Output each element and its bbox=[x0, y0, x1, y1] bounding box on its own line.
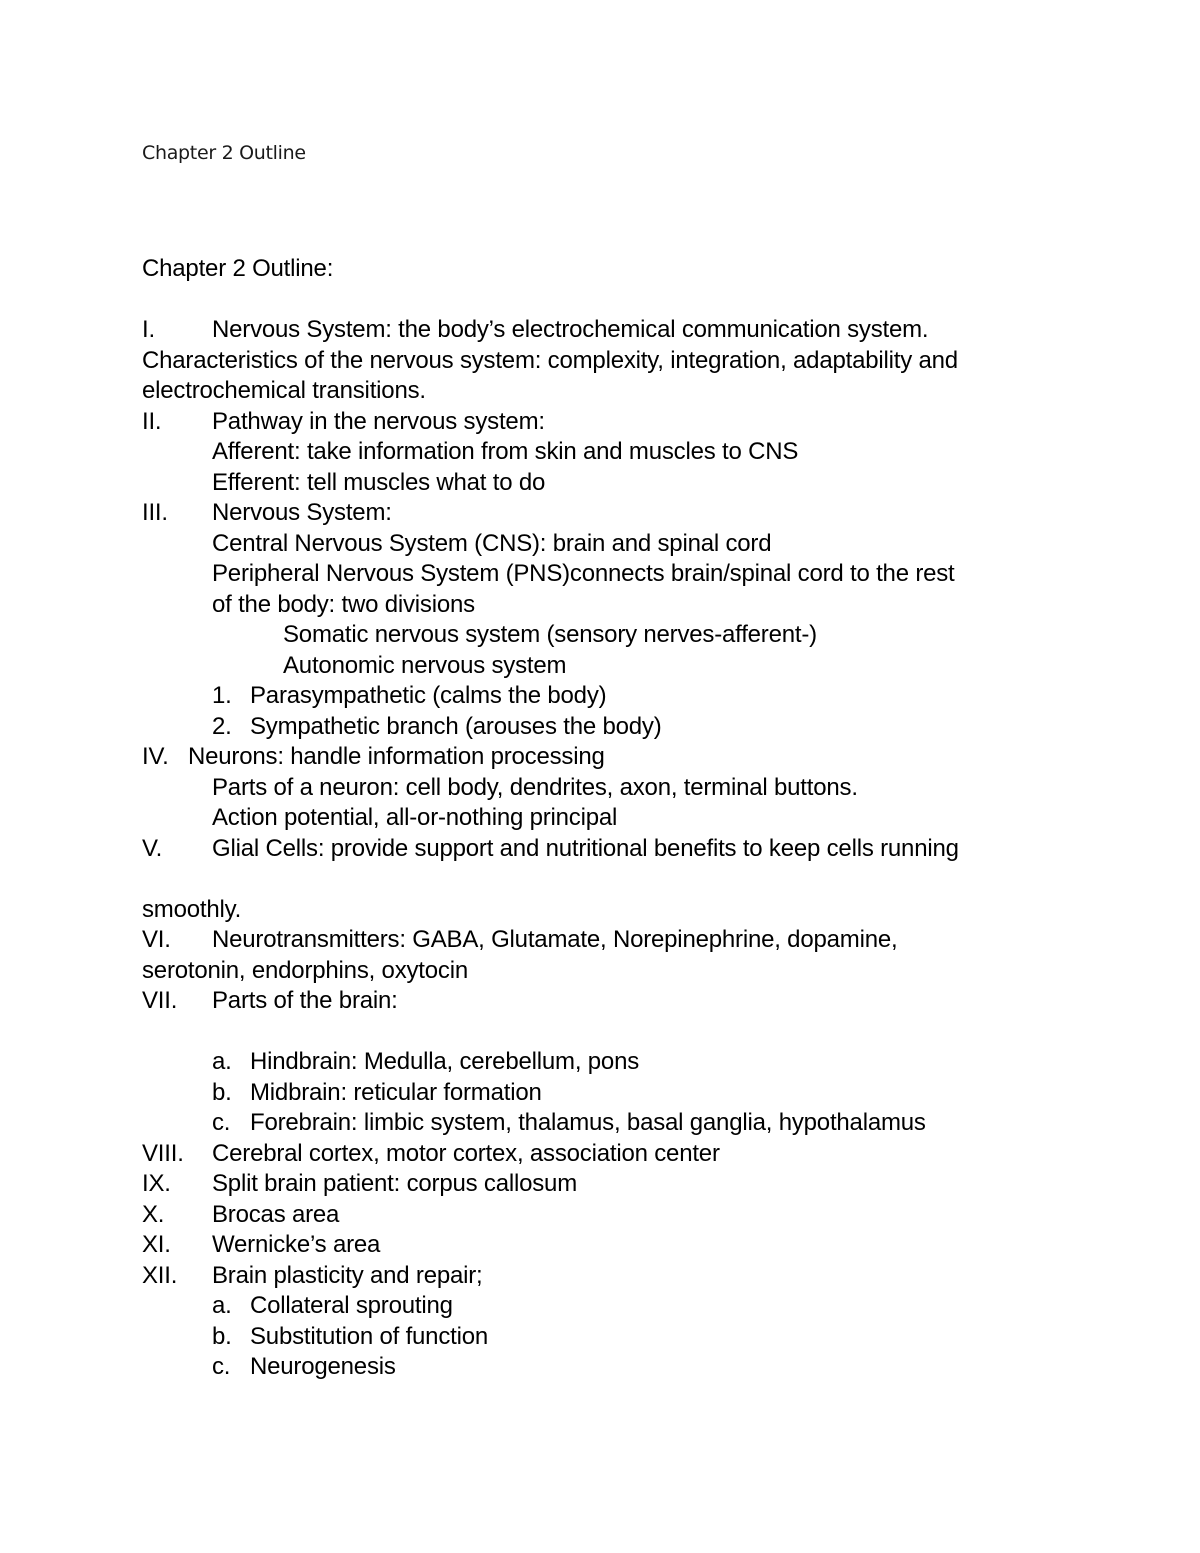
section-5-continuation: smoothly. bbox=[142, 895, 242, 923]
section-title: Brain plasticity and repair; bbox=[212, 1261, 483, 1289]
item-marker: b. bbox=[212, 1322, 232, 1350]
list-item: Afferent: take information from skin and muscles to CNS bbox=[212, 438, 799, 465]
section-number: XI. bbox=[142, 1231, 171, 1258]
item-marker: 2. bbox=[212, 712, 232, 740]
section-title: Nervous System: the body’s electrochemical communication system. bbox=[212, 316, 929, 343]
section-number: VIII. bbox=[142, 1139, 184, 1167]
lettered-item bbox=[142, 1047, 1142, 1078]
lettered-item bbox=[142, 1291, 1142, 1322]
section-6-continuation: serotonin, endorphins, oxytocin bbox=[142, 956, 469, 984]
section-title: Cerebral cortex, motor cortex, association center bbox=[212, 1139, 720, 1167]
section-title: Parts of the brain: bbox=[212, 987, 398, 1014]
section-3 bbox=[142, 498, 1142, 529]
lettered-item bbox=[142, 1352, 1142, 1383]
section-9 bbox=[142, 1169, 1142, 1200]
page-header-title: Chapter 2 Outline bbox=[142, 142, 306, 164]
lettered-item bbox=[142, 1108, 1142, 1139]
item-text: Neurogenesis bbox=[250, 1353, 396, 1380]
section-8 bbox=[142, 1139, 1142, 1170]
section-title: Brocas area bbox=[212, 1200, 340, 1228]
item-marker: b. bbox=[212, 1078, 232, 1106]
list-item: Autonomic nervous system bbox=[283, 651, 567, 679]
list-item-continuation: of the body: two divisions bbox=[212, 590, 475, 618]
lettered-item bbox=[142, 1322, 1142, 1353]
section-6 bbox=[142, 925, 1142, 956]
section-title: Pathway in the nervous system: bbox=[212, 407, 545, 435]
item-marker: c. bbox=[212, 1109, 231, 1136]
item-text: Forebrain: limbic system, thalamus, basal ganglia, hypothalamus bbox=[250, 1109, 926, 1136]
section-title: Split brain patient: corpus callosum bbox=[212, 1170, 577, 1197]
list-item: Parts of a neuron: cell body, dendrites, axon, terminal buttons. bbox=[212, 773, 858, 801]
list-item: Efferent: tell muscles what to do bbox=[212, 468, 546, 496]
section-1-continuation: Characteristics of the nervous system: complexity, integration, adaptability and bbox=[142, 346, 958, 374]
section-title: Neurotransmitters: GABA, Glutamate, Norepinephrine, dopamine, bbox=[212, 926, 898, 953]
section-number: X. bbox=[142, 1200, 165, 1228]
list-item: Peripheral Nervous System (PNS)connects brain/spinal cord to the rest bbox=[212, 560, 955, 587]
item-text: Hindbrain: Medulla, cerebellum, pons bbox=[250, 1048, 640, 1075]
section-title: Wernicke’s area bbox=[212, 1231, 381, 1258]
section-2 bbox=[142, 407, 1142, 438]
section-12 bbox=[142, 1261, 1142, 1292]
item-marker: c. bbox=[212, 1353, 231, 1380]
section-7 bbox=[142, 986, 1142, 1017]
item-marker: a. bbox=[212, 1048, 232, 1075]
section-11 bbox=[142, 1230, 1142, 1261]
numbered-item bbox=[142, 712, 1142, 743]
list-item: Somatic nervous system (sensory nerves-afferent-) bbox=[283, 621, 817, 648]
section-title: Nervous System: bbox=[212, 499, 392, 526]
section-1-continuation: electrochemical transitions. bbox=[142, 377, 426, 404]
numbered-item bbox=[142, 681, 1142, 712]
item-text: Substitution of function bbox=[250, 1322, 489, 1350]
item-text: Midbrain: reticular formation bbox=[250, 1078, 542, 1106]
blank-line bbox=[142, 864, 1142, 895]
section-1 bbox=[142, 315, 1142, 346]
item-text: Sympathetic branch (arouses the body) bbox=[250, 712, 662, 740]
blank-line bbox=[142, 285, 1142, 316]
outline-document bbox=[142, 254, 1142, 1383]
section-4 bbox=[142, 742, 1142, 773]
section-title: Glial Cells: provide support and nutritional benefits to keep cells running bbox=[212, 834, 959, 862]
outline-heading: Chapter 2 Outline: bbox=[142, 255, 334, 282]
section-number: V. bbox=[142, 834, 163, 862]
item-text: Collateral sprouting bbox=[250, 1292, 453, 1319]
section-title: Neurons: handle information processing bbox=[188, 743, 605, 770]
section-number: XII. bbox=[142, 1261, 178, 1289]
item-text: Parasympathetic (calms the body) bbox=[250, 682, 607, 709]
section-5 bbox=[142, 834, 1142, 865]
blank-line bbox=[142, 1017, 1142, 1048]
section-number: III. bbox=[142, 499, 168, 526]
section-10 bbox=[142, 1200, 1142, 1231]
section-number: IV. bbox=[142, 743, 169, 770]
item-marker: a. bbox=[212, 1292, 232, 1319]
section-number: II. bbox=[142, 407, 162, 435]
section-number: I. bbox=[142, 316, 155, 343]
lettered-item bbox=[142, 1078, 1142, 1109]
section-number: VII. bbox=[142, 987, 178, 1014]
list-item: Central Nervous System (CNS): brain and spinal cord bbox=[212, 529, 772, 557]
list-item: Action potential, all-or-nothing principal bbox=[212, 804, 618, 831]
section-number: IX. bbox=[142, 1170, 171, 1197]
item-marker: 1. bbox=[212, 682, 232, 709]
section-number: VI. bbox=[142, 926, 171, 953]
